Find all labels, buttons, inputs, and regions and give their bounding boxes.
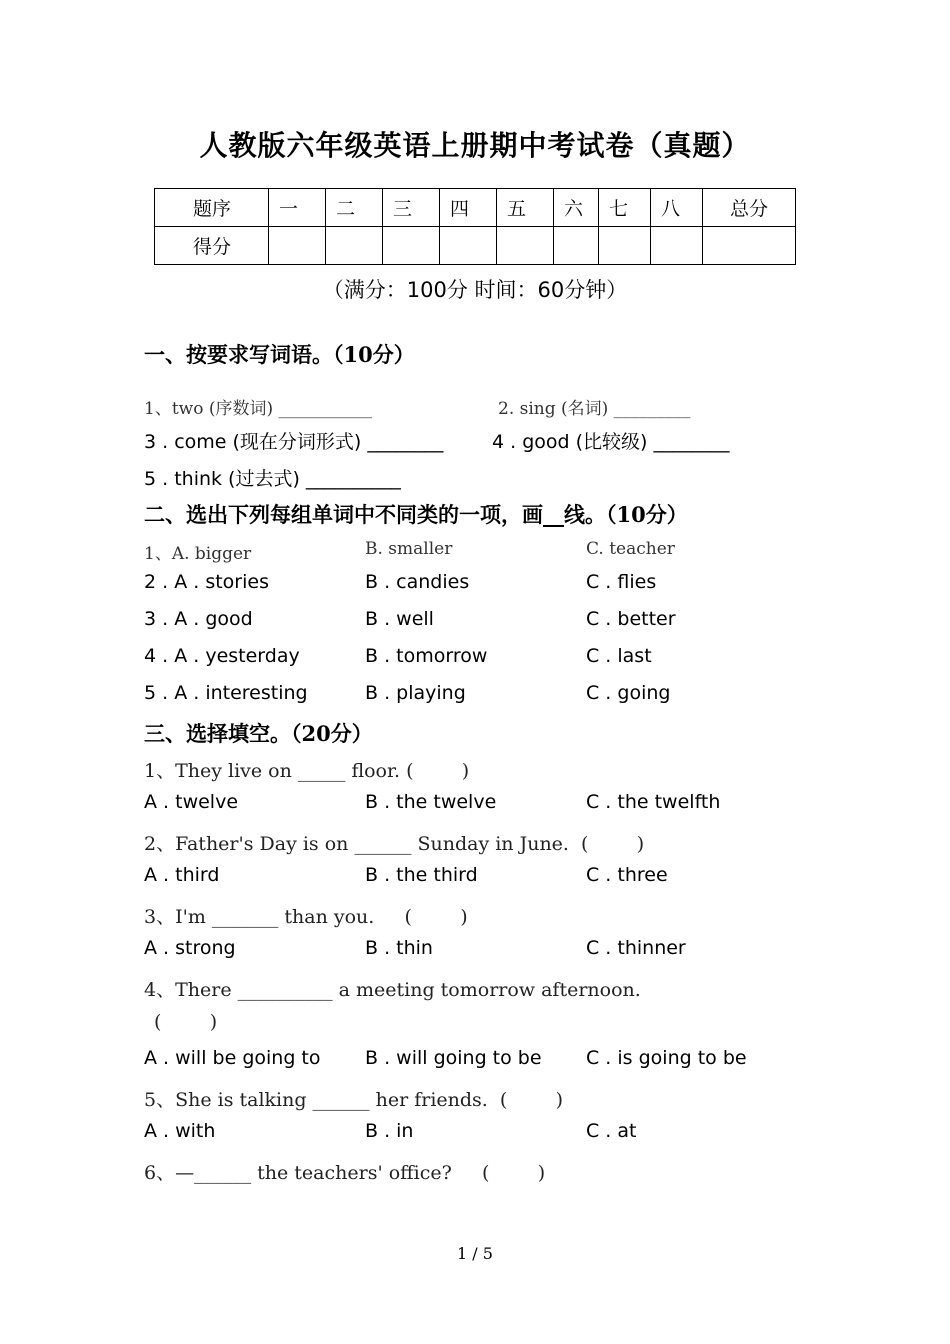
s2-row2-a: 2 . A . stories	[144, 571, 269, 593]
s3-question-6: 6、—______ the teachers' office? ( )	[144, 1162, 546, 1184]
section2-heading: 二、选出下列每组单词中不同类的一项，画__线。（10分）	[144, 502, 688, 527]
s2-row1-b: B. smaller	[365, 539, 453, 559]
s2-row3-c: C . better	[586, 608, 676, 630]
s2-row4-b: B . tomorrow	[365, 645, 488, 667]
s2-row1-a: 1、A. bigger	[144, 544, 252, 564]
score-cell[interactable]	[651, 227, 703, 265]
s3-q1-option-b: B . the twelve	[365, 791, 497, 813]
s3-q4-answer-paren: ( )	[154, 1011, 218, 1033]
s3-q4-option-a: A . will be going to	[144, 1047, 321, 1069]
s1-question-5: 5 . think (过去式) __________	[144, 468, 401, 490]
s3-q4-option-c: C . is going to be	[586, 1047, 747, 1069]
score-header-cell: 八	[651, 189, 703, 227]
s3-q2-option-a: A . third	[144, 864, 220, 886]
full-score-time: （满分：100分 时间：60分钟）	[322, 278, 628, 302]
score-header-cell: 六	[554, 189, 599, 227]
score-cell-total[interactable]	[703, 227, 796, 265]
page-title: 人教版六年级英语上册期中考试卷（真题）	[199, 129, 751, 162]
section3-heading: 三、选择填空。（20分）	[144, 721, 373, 746]
s2-row3-b: B . well	[365, 608, 434, 630]
s3-question-3: 3、I'm _______ than you. ( )	[144, 906, 468, 928]
score-header-cell: 题序	[155, 189, 269, 227]
s3-q1-option-a: A . twelve	[144, 791, 239, 813]
score-cell[interactable]	[440, 227, 497, 265]
s1-question-2: 2. sing (名词) _________	[498, 399, 691, 419]
s3-q2-option-c: C . three	[586, 864, 668, 886]
score-cell[interactable]	[497, 227, 554, 265]
s2-row3-a: 3 . A . good	[144, 608, 253, 630]
s2-row4-c: C . last	[586, 645, 652, 667]
s3-q1-option-c: C . the twelfth	[586, 791, 721, 813]
s3-q5-option-a: A . with	[144, 1120, 216, 1142]
score-header-cell: 七	[599, 189, 651, 227]
s3-q5-option-c: C . at	[586, 1120, 637, 1142]
score-table	[154, 188, 796, 265]
score-header-cell: 四	[440, 189, 497, 227]
score-table-score-row	[155, 227, 796, 265]
s2-row5-b: B . playing	[365, 682, 466, 704]
section1-heading: 一、按要求写词语。（10分）	[144, 342, 415, 367]
s2-row1-c: C. teacher	[586, 539, 675, 559]
score-cell[interactable]	[599, 227, 651, 265]
s2-row2-c: C . flies	[586, 571, 657, 593]
score-cell[interactable]	[554, 227, 599, 265]
s3-question-2: 2、Father's Day is on ______ Sunday in June. ( )	[144, 833, 645, 855]
score-cell[interactable]	[326, 227, 383, 265]
s3-question-5: 5、She is talking ______ her friends. ( )	[144, 1089, 564, 1111]
score-header-cell: 三	[383, 189, 440, 227]
s3-question-1: 1、They live on _____ floor. ( )	[144, 760, 470, 782]
s1-question-3: 3 . come (现在分词形式) ________	[144, 431, 444, 453]
page-number: 1 / 5	[457, 1244, 493, 1263]
s3-q5-option-b: B . in	[365, 1120, 414, 1142]
s2-row5-a: 5 . A . interesting	[144, 682, 308, 704]
s3-q4-option-b: B . will going to be	[365, 1047, 542, 1069]
score-header-cell: 总分	[703, 189, 796, 227]
s3-q3-option-a: A . strong	[144, 937, 236, 959]
s1-question-1: 1、two (序数词) ___________	[144, 399, 373, 419]
s2-row4-a: 4 . A . yesterday	[144, 645, 300, 667]
s1-question-4: 4 . good (比较级) ________	[492, 431, 730, 453]
score-row-label: 得分	[155, 227, 269, 265]
score-cell[interactable]	[383, 227, 440, 265]
s3-q2-option-b: B . the third	[365, 864, 478, 886]
s2-row5-c: C . going	[586, 682, 671, 704]
score-cell[interactable]	[269, 227, 326, 265]
s3-q3-option-b: B . thin	[365, 937, 433, 959]
score-header-cell: 二	[326, 189, 383, 227]
score-header-cell: 五	[497, 189, 554, 227]
score-table-header-row	[155, 189, 796, 227]
s2-row2-b: B . candies	[365, 571, 470, 593]
s3-q3-option-c: C . thinner	[586, 937, 686, 959]
score-header-cell: 一	[269, 189, 326, 227]
s3-question-4: 4、There __________ a meeting tomorrow afternoon.	[144, 979, 641, 1001]
